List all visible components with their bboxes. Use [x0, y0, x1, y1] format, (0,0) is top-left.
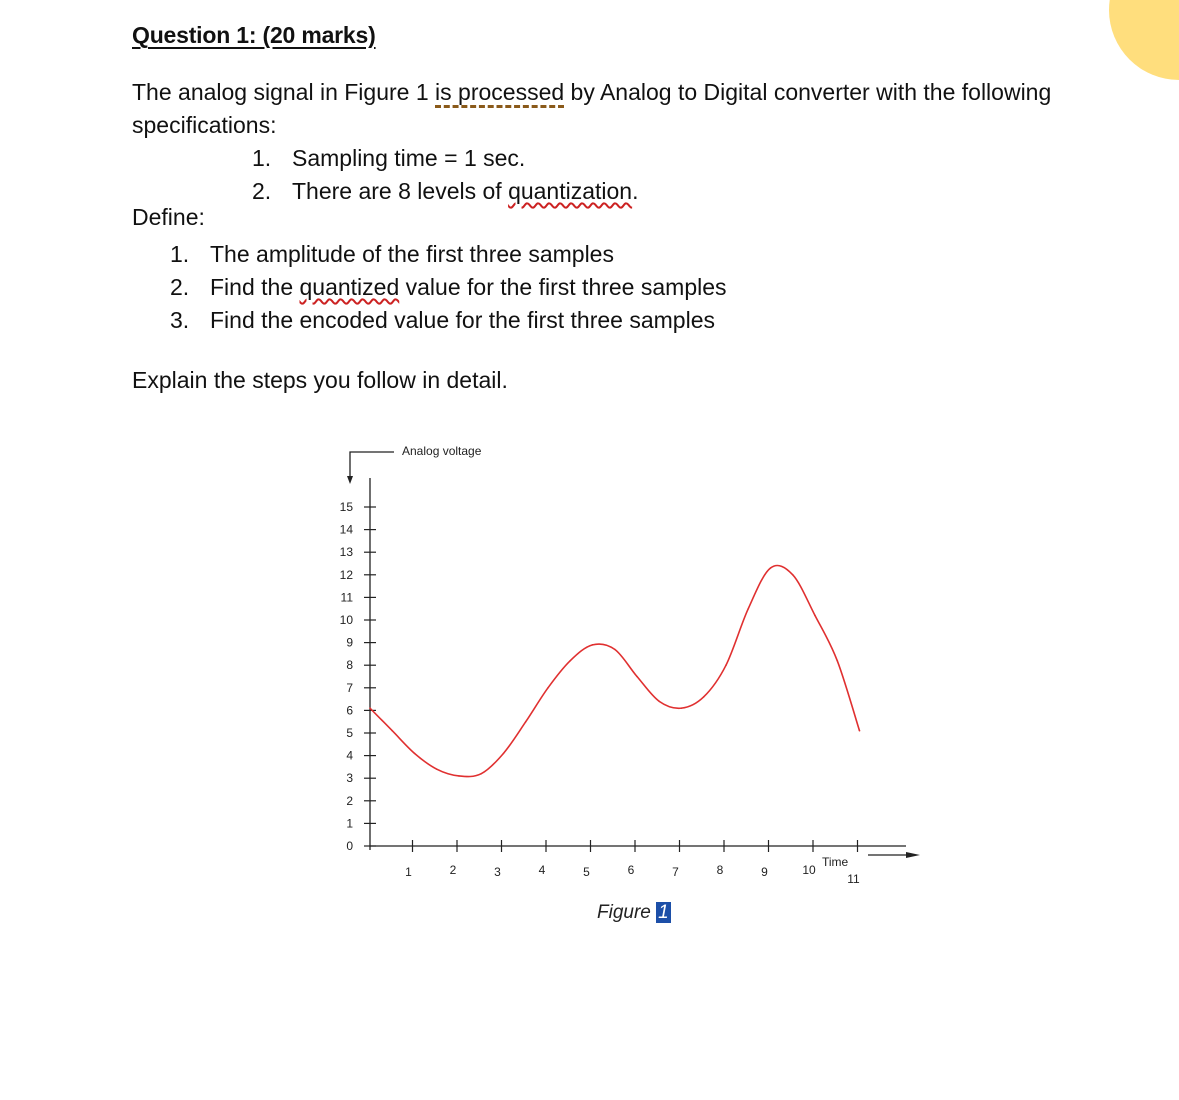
- x-tick-label: 5: [583, 865, 590, 879]
- task-text: The amplitude of the first three samples: [210, 241, 614, 267]
- spec-text: Sampling time = 1 sec.: [292, 145, 526, 171]
- x-tick-label: 8: [716, 863, 724, 877]
- signal-point: [547, 687, 549, 689]
- y-tick-label: 14: [339, 522, 353, 537]
- list-number: 3.: [170, 307, 190, 333]
- x-axis-label: Time: [822, 855, 849, 869]
- signal-point: [503, 753, 505, 755]
- x-tick-label: 7: [672, 865, 679, 879]
- y-tick-label: 8: [346, 658, 353, 673]
- misspelled-word: quantization: [508, 178, 633, 204]
- signal-point: [703, 696, 705, 698]
- list-number: 1.: [170, 241, 190, 267]
- signal-point: [569, 660, 571, 662]
- signal-point: [725, 664, 727, 666]
- y-axis-label-bracket: [350, 452, 394, 478]
- signal-point: [770, 567, 772, 569]
- figure-number: 1: [658, 902, 669, 923]
- signal-line: [370, 565, 860, 776]
- y-tick-label: 2: [346, 793, 353, 808]
- signal-point: [814, 615, 816, 617]
- y-tick-label: 7: [346, 680, 353, 695]
- y-tick-label: 11: [340, 590, 353, 605]
- y-axis-label: Analog voltage: [402, 444, 482, 458]
- signal-point: [391, 730, 393, 732]
- task-text-start: Find the: [210, 274, 300, 300]
- define-label: Define:: [132, 204, 205, 230]
- x-tick-label: 3: [494, 865, 501, 879]
- list-number: 1.: [252, 145, 272, 171]
- spec-text-end: .: [632, 178, 639, 204]
- signal-point: [592, 644, 594, 646]
- signal-point: [792, 574, 794, 576]
- spec-text-start: There are 8 levels of: [292, 178, 509, 204]
- x-tick-label: 1: [405, 865, 412, 879]
- signal-point: [859, 730, 861, 732]
- signal-point: [414, 753, 416, 755]
- y-tick-label: 6: [346, 703, 353, 718]
- intro-text-start: The analog signal in Figure 1: [132, 79, 436, 105]
- y-tick-label: 9: [346, 635, 353, 650]
- y-axis-arrowhead: [347, 476, 353, 484]
- y-tick-label: 3: [346, 771, 353, 786]
- signal-point: [681, 707, 683, 709]
- signal-point: [525, 721, 527, 723]
- signal-point: [658, 701, 660, 703]
- signal-point: [480, 773, 482, 775]
- signal-point: [747, 608, 749, 610]
- x-tick-label: 9: [761, 865, 768, 879]
- y-tick-label: 15: [339, 500, 353, 514]
- misspelled-word: quantized: [299, 274, 400, 300]
- explain-instruction: Explain the steps you follow in detail.: [132, 367, 508, 393]
- y-tick-label: 12: [339, 567, 353, 582]
- question-title: Question 1: (20 marks): [132, 22, 376, 48]
- figure-caption: [597, 902, 671, 924]
- x-axis-arrowhead: [906, 852, 920, 858]
- intro-text-end: by Analog to Digital converter with the following specifications:: [132, 79, 1052, 138]
- x-tick-label: 10: [802, 863, 816, 877]
- list-number: 2.: [170, 274, 190, 300]
- signal-point: [636, 676, 638, 678]
- signal-point: [369, 707, 371, 709]
- signal-point: [436, 768, 438, 770]
- figure-caption-text: Figure: [597, 902, 657, 923]
- x-tick-label: 2: [449, 863, 457, 877]
- y-tick-label: 5: [346, 726, 353, 740]
- task-text: Find the encoded value for the first three samples: [210, 307, 716, 333]
- x-tick-label: 6: [627, 863, 635, 877]
- task-text-end: value for the first three samples: [399, 274, 727, 300]
- y-tick-label: 0: [346, 839, 353, 853]
- intro-marked-phrase: is processed: [435, 79, 565, 105]
- list-number: 2.: [252, 178, 272, 204]
- y-tick-label: 10: [339, 613, 353, 627]
- y-tick-label: 13: [339, 545, 353, 560]
- signal-point: [614, 649, 616, 651]
- signal-point: [836, 660, 838, 662]
- x-tick-label: 4: [538, 863, 546, 877]
- signal-point: [458, 775, 460, 777]
- y-tick-label: 1: [346, 816, 353, 831]
- y-tick-label: 4: [346, 748, 353, 763]
- x-tick-label: 11: [847, 872, 860, 886]
